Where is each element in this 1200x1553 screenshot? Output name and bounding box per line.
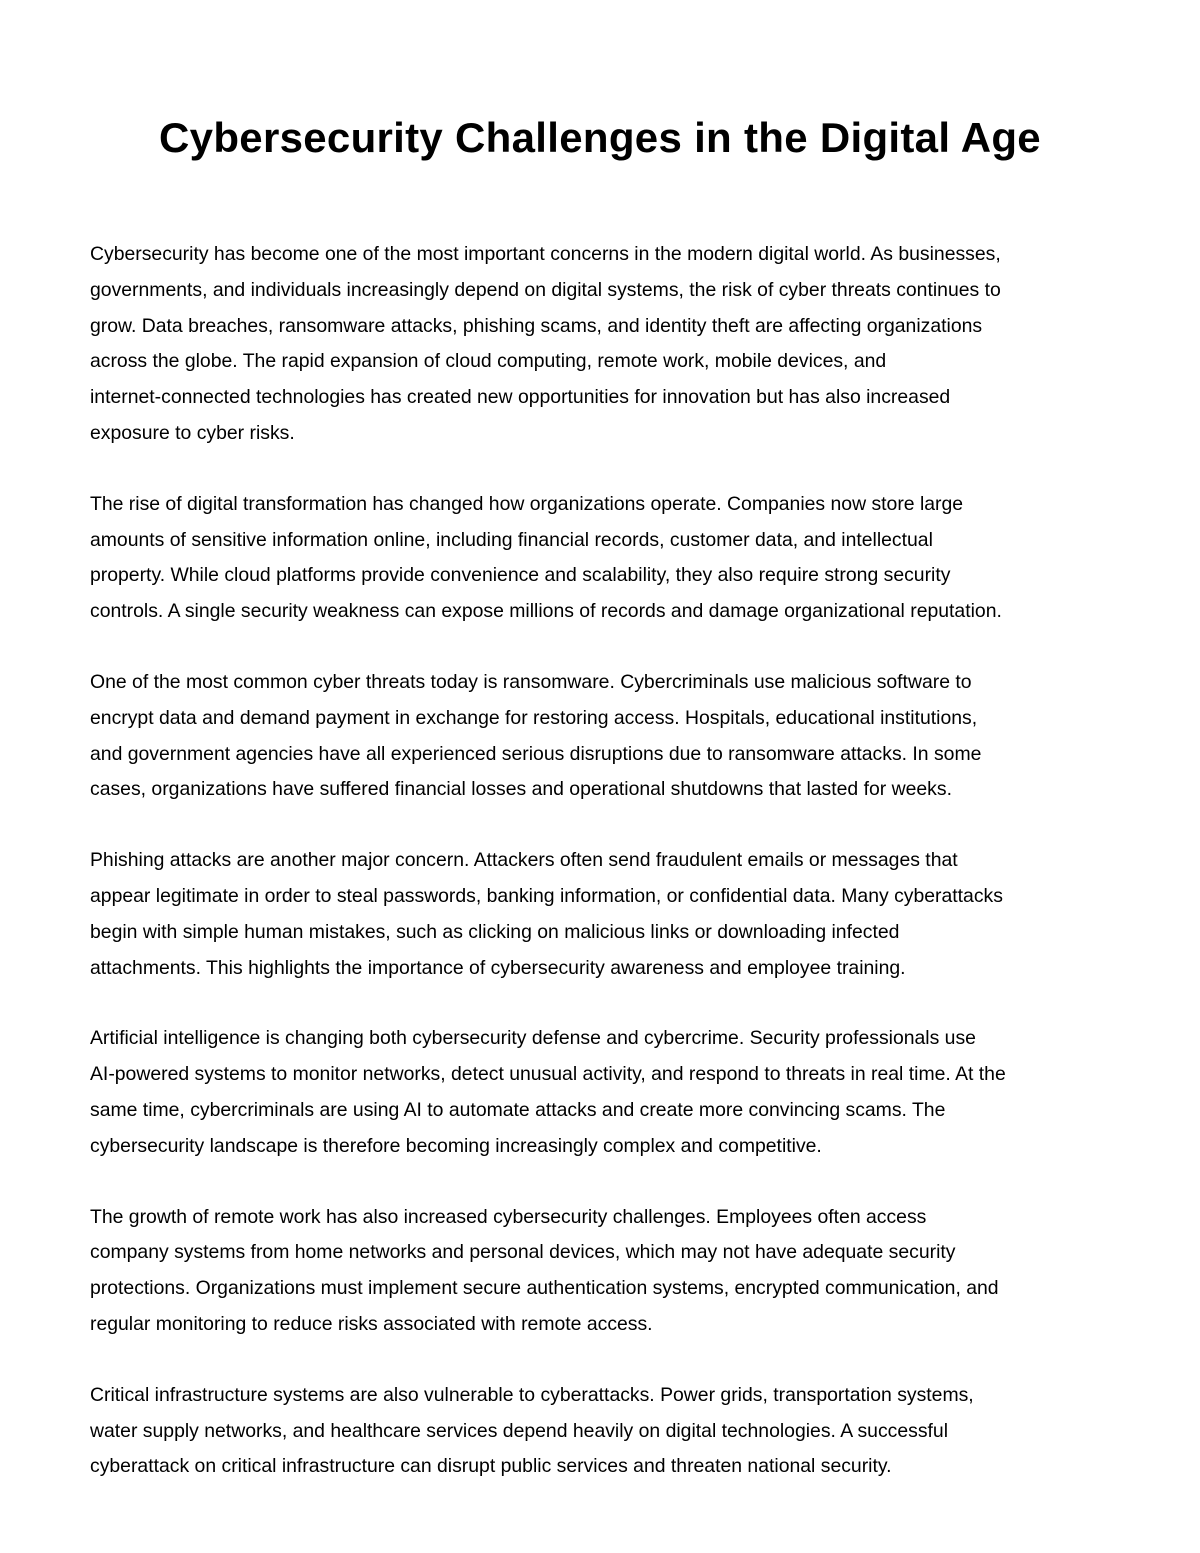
text-line: company systems from home networks and personal devices, which may not have adequate security — [90, 1241, 956, 1264]
text-line: Cybersecurity has become one of the most important concerns in the modern digital world. As businesses, — [90, 243, 1001, 265]
paragraph-ransomware — [90, 665, 1120, 808]
text-line: Phishing attacks are another major concern. Attackers often send fraudulent emails or messages that — [90, 849, 958, 872]
text-line: The growth of remote work has also increased cybersecurity challenges. Employees often access — [90, 1205, 927, 1228]
text-line: cyberattack on critical infrastructure can disrupt public services and threaten national security. — [90, 1455, 892, 1478]
text-line: controls. A single security weakness can expose millions of records and damage organizational reputation. — [90, 600, 1002, 623]
text-line: cases, organizations have suffered financial losses and operational shutdowns that lasted for weeks. — [90, 778, 952, 801]
text-line: and government agencies have all experienced serious disruptions due to ransomware attacks. In some — [90, 742, 982, 765]
paragraph-digital-transformation — [90, 487, 1120, 630]
text-line: same time, cybercriminals are using AI to automate attacks and create more convincing scams. The — [90, 1098, 946, 1121]
paragraph-critical-infrastructure — [90, 1378, 1120, 1485]
text-line: One of the most common cyber threats today is ransomware. Cybercriminals use malicious software to — [90, 670, 972, 693]
text-line: Critical infrastructure systems are also vulnerable to cyberattacks. Power grids, transportation systems, — [90, 1383, 974, 1406]
text-line: encrypt data and demand payment in exchange for restoring access. Hospitals, educational institutions, — [90, 706, 978, 729]
text-line: grow. Data breaches, ransomware attacks, phishing scams, and identity theft are affecting organizations — [90, 314, 983, 337]
text-line: regular monitoring to reduce risks associated with remote access. — [90, 1312, 653, 1335]
text-line: governments, and individuals increasingly depend on digital systems, the risk of cyber threats continues to — [90, 278, 1001, 301]
text-line: AI-powered systems to monitor networks, detect unusual activity, and respond to threats in real time. At the — [90, 1063, 1006, 1086]
text-line: appear legitimate in order to steal passwords, banking information, or confidential data. Many cyberattacks — [90, 884, 1003, 907]
text-line: Artificial intelligence is changing both cybersecurity defense and cybercrime. Security professionals use — [90, 1027, 976, 1050]
paragraph-intro — [90, 237, 1120, 452]
text-line: protections. Organizations must implement secure authentication systems, encrypted communication, and — [90, 1277, 999, 1300]
text-line: property. While cloud platforms provide convenience and scalability, they also require strong security — [90, 564, 951, 587]
text-line: water supply networks, and healthcare services depend heavily on digital technologies. A successful — [90, 1419, 948, 1442]
text-line: amounts of sensitive information online, including financial records, customer data, and intellectual — [90, 528, 933, 551]
text-line: begin with simple human mistakes, such as clicking on malicious links or downloading infected — [90, 920, 900, 943]
page-title: Cybersecurity Challenges in the Digital Age — [159, 114, 1041, 161]
paragraph-artificial-intelligence — [90, 1021, 1120, 1164]
text-line: internet-connected technologies has created new opportunities for innovation but has also increased — [90, 386, 951, 409]
text-line: exposure to cyber risks. — [90, 421, 295, 444]
paragraph-remote-work — [90, 1200, 1120, 1343]
text-line: across the globe. The rapid expansion of cloud computing, remote work, mobile devices, and — [90, 350, 887, 373]
text-line: attachments. This highlights the importance of cybersecurity awareness and employee training. — [90, 956, 906, 979]
paragraph-phishing — [90, 843, 1120, 986]
document-body — [90, 237, 1120, 1520]
text-line: cybersecurity landscape is therefore becoming increasingly complex and competitive. — [90, 1134, 822, 1157]
text-line: The rise of digital transformation has changed how organizations operate. Companies now store large — [90, 492, 964, 515]
